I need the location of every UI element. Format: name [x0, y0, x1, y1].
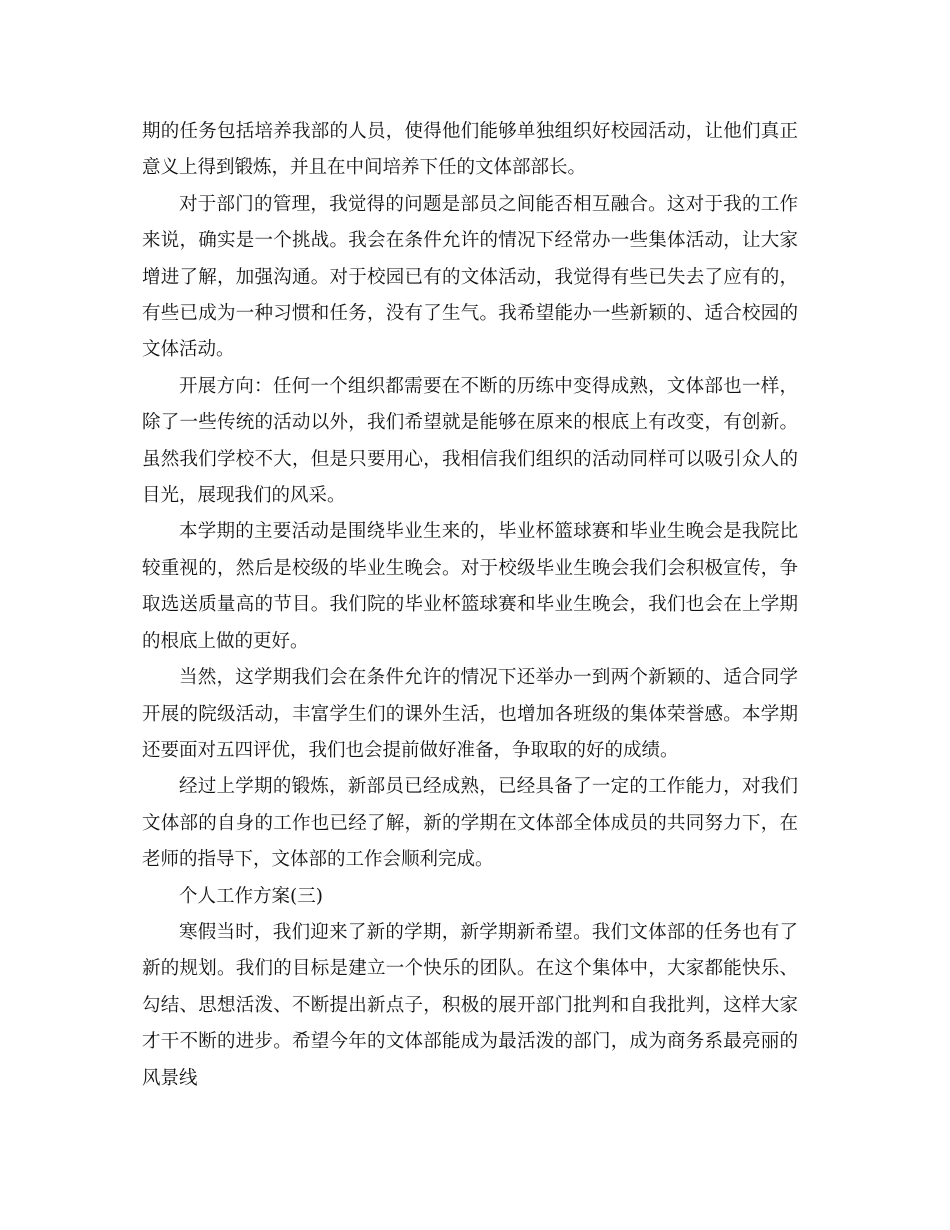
paragraph-1: 期的任务包括培养我部的人员，使得他们能够单独组织好校园活动，让他们真正意义上得到锻炼，并且在中间培养下任的文体部部长。: [142, 121, 798, 179]
paragraph-3: 开展方向：任何一个组织都需要在不断的历练中变得成熟，文体部也一样，除了一些传统的活动以外，我们希望就是能够在原来的根底上有改变，有创新。虽然我们学校不大，但是只要用心，我相信我们组织的活动同样可以吸引众人的目光，展现我们的风采。: [142, 375, 798, 507]
document-body: [142, 114, 798, 1097]
paragraph-5: 当然，这学期我们会在条件允许的情况下还举办一到两个新颖的、适合同学开展的院级活动，丰富学生们的课外生活，也增加各班级的集体荣誉感。本学期还要面对五四评优，我们也会提前做好准备，争取取的好的成绩。: [142, 667, 798, 761]
paragraph-6: 经过上学期的锻炼，新部员已经成熟，已经具备了一定的工作能力，对我们文体部的自身的工作也已经了解，新的学期在文体部全体成员的共同努力下，在老师的指导下，文体部的工作会顺利完成。: [142, 776, 798, 871]
paragraph-4: 本学期的主要活动是围绕毕业生来的，毕业杯篮球赛和毕业生晚会是我院比较重视的，然后是校级的毕业生晚会。对于校级毕业生晚会我们会积极宣传，争取选送质量高的节目。我们院的毕业杯篮球赛和毕业生晚会，我们也会在上学期的根底上做的更好。: [142, 521, 798, 652]
section-heading: 个人工作方案(三): [179, 885, 323, 907]
paragraph-7: 寒假当时，我们迎来了新的学期，新学期新希望。我们文体部的任务也有了新的规划。我们的目标是建立一个快乐的团队。在这个集体中，大家都能快乐、勾结、思想活泼、不断提出新点子，积极的展开部门批判和自我批判，这样大家才干不断的进步。希望今年的文体部能成为最活泼的部门，成为商务系最亮丽的风景线: [142, 921, 798, 1089]
paragraph-2: 对于部门的管理，我觉得的问题是部员之间能否相互融合。这对于我的工作来说，确实是一个挑战。我会在条件允许的情况下经常办一些集体活动，让大家增进了解，加强沟通。对于校园已有的文体活动，我觉得有些已失去了应有的，有些已成为一种习惯和任务，没有了生气。我希望能办一些新颖的、适合校园的文体活动。: [142, 193, 798, 361]
